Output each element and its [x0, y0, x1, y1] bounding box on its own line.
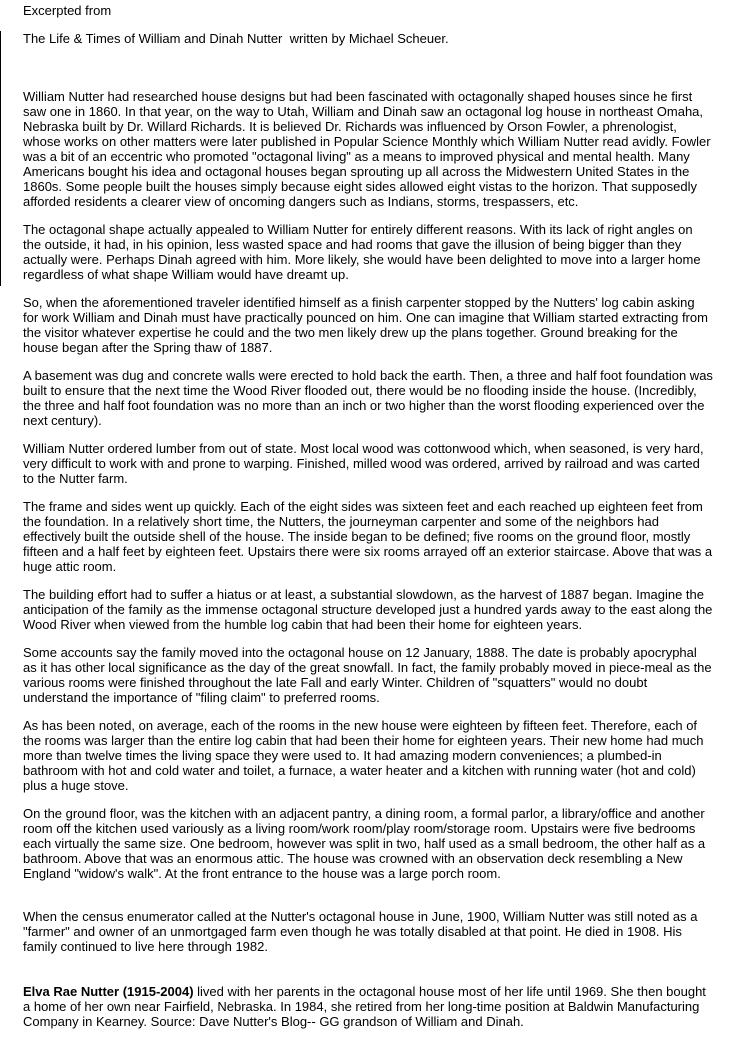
paragraph-room-sizes: As has been noted, on average, each of the rooms in the new house were eighteen by fifteen feet. Therefore, each of the rooms was larger than the entire log cabin that had been their home for eighteen years. Their new home had much more than twelve times the living space they were used to. It had amazing modern conveniences; a plumbed-in bathroom with hot and cold water and toilet, a furnace, a water heater and a kitchen with running water (hot and cold) plus a huge stove.: [23, 718, 704, 793]
elva-rae-name: Elva Rae Nutter (1915-2004): [23, 984, 194, 999]
paragraph-carpenter: So, when the aforementioned traveler identified himself as a finish carpenter stopped by the Nutters' log cabin asking for work William and Dinah must have practically pounced on him. One can imagine that William started extracting from the visitor whatever expertise he could and the two men likely drew up the plans together. Ground breaking for the house began after the Spring thaw of 1887.: [23, 295, 708, 355]
paragraph-octagon-appeal: The octagonal shape actually appealed to William Nutter for entirely different reasons. With its lack of right angles on the outside, it had, in his opinion, less wasted space and had rooms that gave the illusion of being bigger than they actually were. Perhaps Dinah agreed with him. More likely, she would have been delighted to move into a larger home regardless of what shape William would have dreamt up.: [23, 222, 701, 282]
paragraph-hiatus: The building effort had to suffer a hiatus or at least, a substantial slowdown, as the harvest of 1887 began. Imagine the anticipation of the family as the immense octagonal structure developed just a hundred yards away to the east along the Wood River when viewed from the humble log cabin that had been their home for eighteen years.: [23, 587, 713, 632]
paragraph-elva-rae: [23, 984, 713, 1029]
paragraph-frame: The frame and sides went up quickly. Each of the eight sides was sixteen feet and each reached up eighteen feet from the foundation. In a relatively short time, the Nutters, the journeyman carpenter and some of the neighbors had effectively built the outside shell of the house. The inside began to be defined; five rooms on the ground floor, mostly fifteen and a half feet by eighteen feet. Upstairs there were six rooms arrayed off an exterior staircase. Above that was a huge attic room.: [23, 499, 713, 574]
paragraph-lumber: William Nutter ordered lumber from out of state. Most local wood was cottonwood which, when seasoned, is very hard, very difficult to work with and prone to warping. Finished, milled wood was ordered, arrived by railroad and was carted to the Nutter farm.: [23, 441, 704, 486]
paragraph-octagon-history: William Nutter had researched house designs but had been fascinated with octagonally shaped houses since he first saw one in 1860. In that year, on the way to Utah, William and Dinah saw an octagonal log house in northeast Omaha, Nebraska built by Dr. Willard Richards. It is believed Dr. Richards was influenced by Orson Fowler, a phrenologist, whose works on other matters were later published in Popular Science Monthly which William Nutter read avidly. Fowler was a bit of an eccentric who promoted "octagonal living" as a means to improved physical and mental health. Many Americans bought his idea and octagonal houses began sprouting up all across the Midwestern United States in the 1860s. Some people built the houses simply because eight sides allowed eight vistas to the horizon. That supposedly afforded residents a clearer view of oncoming dangers such as Indians, storms, trespassers, etc.: [23, 89, 711, 209]
left-margin-rule: [0, 31, 1, 286]
paragraph-census: When the census enumerator called at the Nutter's octagonal house in June, 1900, William Nutter was still noted as a "farmer" and owner of an unmortgaged farm even though he was totally disabled at that point. He died in 1908. His family continued to live here through 1982.: [23, 909, 698, 954]
source-title: The Life & Times of William and Dinah Nutter written by Michael Scheuer.: [23, 31, 449, 46]
paragraph-move-in: Some accounts say the family moved into the octagonal house on 12 January, 1888. The date is probably apocryphal as it has other local significance as the day of the great snowfall. In fact, the family probably moved in piece-meal as the various rooms were finished throughout the late Fall and early Winter. Children of "squatters" would no doubt understand the importance of "filing claim" to preferred rooms.: [23, 645, 712, 705]
paragraph-floor-plan: On the ground floor, was the kitchen with an adjacent pantry, a dining room, a formal parlor, a library/office and another room off the kitchen used variously as a living room/work room/play room/storage room. Upstairs were five bedrooms each virtually the same size. One bedroom, however was split in two, half used as a small bedroom, the other half as a bathroom. Above that was an enormous attic. The house was crowned with an observation deck resembling a New England "widow's walk". At the front entrance to the house was a large porch room.: [23, 806, 706, 881]
paragraph-basement: A basement was dug and concrete walls were erected to hold back the earth. Then, a three and half foot foundation was built to ensure that the next time the Wood River flooded out, there would be no flooding inside the house. (Incredibly, the three and half foot foundation was no more than an inch or two higher than the worst flooding experienced over the next century).: [23, 368, 713, 428]
elva-rae-text: lived with her parents in the octagonal house most of her life until 1969. She then bought a home of her own near Fairfield, Nebraska. In 1984, she retired from her long-time position at Baldwin Manufacturing Company in Kearney. Source: Dave Nutter's Blog-- GG grandson of William and Dinah.: [23, 984, 706, 1029]
document-body: [23, 3, 713, 1029]
excerpt-label: Excerpted from: [23, 3, 112, 18]
